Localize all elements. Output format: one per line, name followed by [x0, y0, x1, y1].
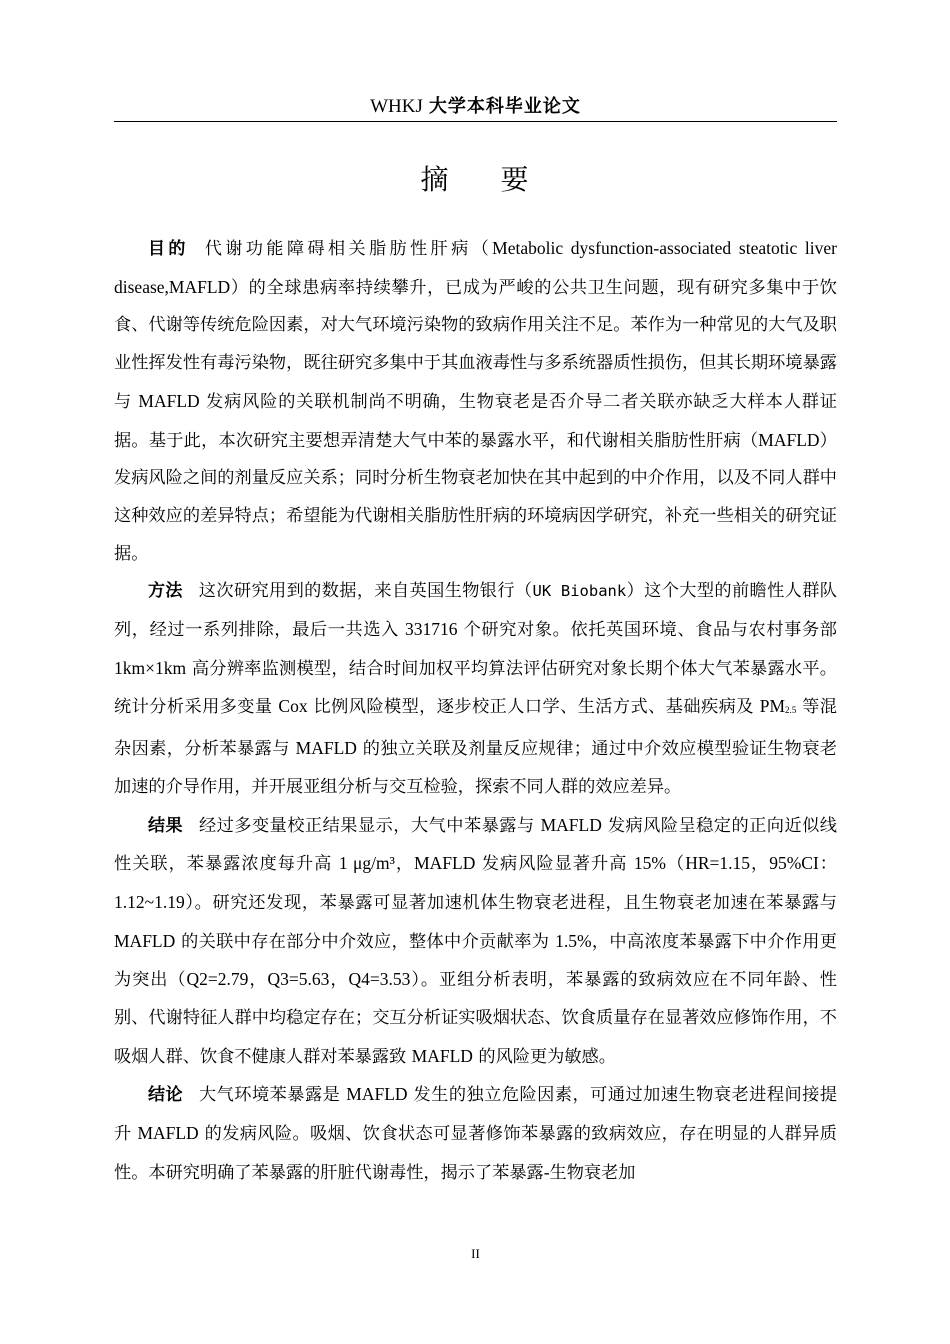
running-header: [114, 93, 837, 121]
text: MAFLD: [414, 853, 476, 874]
text: Q4=3.53: [348, 969, 411, 990]
text: MAFLD: [295, 738, 357, 759]
text: 发生的独立危险因素，可通过加速生物衰老进程间接提升: [114, 1085, 838, 1145]
text: MAFLD: [411, 1045, 473, 1066]
title-char-1: 摘: [420, 163, 451, 196]
text: ：: [818, 854, 837, 875]
text: 的独立关联及剂量反应规律；通过中介效应模型验证生物衰老加速的介导作用，并开展亚组分析与交互检验，探索不同人群的效应差异。: [114, 739, 837, 797]
header-latin: WHKJ: [370, 96, 423, 117]
text: ，: [329, 970, 349, 991]
text: 这次研究用到的数据，来自英国生物银行（: [198, 581, 533, 602]
text: 1 μg/m³: [338, 853, 395, 874]
label-objective: 目的: [148, 239, 189, 259]
text: 个研究对象。依托英国环境、食品与农村事务部: [463, 620, 837, 641]
text: Q3=5.63: [267, 969, 330, 990]
text: （: [665, 854, 686, 875]
text: ，中高浓度苯暴露下中介作用更为突出（: [114, 931, 837, 991]
abstract-title: [114, 160, 837, 200]
text: MAFLD: [137, 1123, 199, 1144]
text: ）。亚组分析表明，苯暴露的致病效应在不同年龄、性别、代谢特征人群中均稳定存在；交互分析证实吸烟状态、饮食质量存在显著效应修饰作用，不吸烟人群、饮食不健康人群对苯暴露致: [114, 970, 837, 1067]
text: ，: [750, 854, 770, 875]
text: MAFLD: [114, 930, 176, 951]
text: ）。研究还发现，苯暴露可显著加速机体生物衰老进程，且生物衰老加速在苯暴露与: [184, 892, 837, 913]
text: 代谢功能障碍相关脂肪性肝病（: [204, 239, 493, 259]
text: 的风险更为敏感。: [478, 1046, 616, 1067]
text: Metabolic dysfunction-associated steatotic liver disease,MAFLD: [114, 238, 837, 297]
text: ）发病风险之间的剂量反应关系；同时分析生物衰老加快在其中起到的中介作用，以及不同人群中这种效应的差异特点；希望能为代谢相关脂肪性肝病的环境病因学研究，补充一些相关的研究证据。: [114, 430, 837, 564]
text: 经过多变量校正结果显示，大气中苯暴露与: [198, 815, 535, 836]
text: 331716: [405, 619, 458, 640]
text: MAFLD: [346, 1084, 408, 1105]
text: HR=1.15: [685, 853, 750, 874]
text: 高分辨率监测模型，结合时间加权平均算法评估研究对象长期个体大气苯暴露水平。统计分析采用多变量: [114, 658, 837, 718]
text: 15%: [633, 853, 666, 874]
paragraph-conclusion: [114, 1076, 837, 1192]
text: 的关联中存在部分中介效应，整体中介贡献率为: [181, 931, 550, 952]
text: Q2=2.79: [186, 969, 249, 990]
text: 比例风险模型，逐步校正人口学、生活方式、基础疾病及: [313, 697, 754, 718]
label-results: 结果: [148, 815, 183, 836]
text: UK Biobank: [532, 582, 627, 601]
paragraph-objective: [114, 230, 837, 573]
text: 发病风险显著升高: [481, 854, 628, 875]
text: ，: [248, 970, 268, 991]
label-conclusion: 结论: [148, 1085, 183, 1106]
abstract-body: [114, 230, 837, 1193]
text: MAFLD: [540, 814, 602, 835]
text: PM: [759, 696, 786, 717]
text: MAFLD: [138, 390, 200, 411]
paragraph-methods: [114, 573, 837, 806]
text: Cox: [278, 696, 308, 717]
text: 生物衰老加: [549, 1162, 636, 1183]
header-title: 大学本科毕业论文: [428, 96, 581, 117]
text: 发病风险呈稳定的正向近似线性关联，苯暴露浓度每升高: [114, 815, 837, 875]
label-methods: 方法: [148, 581, 183, 602]
text: 发病风险的关联机制尚不明确，生物衰老是否介导二者关联亦缺乏大样本人群证据。基于此，本次研究主要想弄清楚大气中苯的暴露水平，和代谢相关脂肪性肝病（: [114, 391, 838, 451]
text: 95%CI: [769, 853, 819, 874]
text: 的发病风险。吸烟、饮食状态可显著修饰苯暴露的致病效应，存在明显的人群异质性。本研究明确了苯暴露的肝脏代谢毒性，揭示了苯暴露: [114, 1124, 837, 1183]
title-char-2: 要: [500, 163, 531, 196]
paragraph-results: [114, 807, 837, 1077]
text: -: [543, 1161, 550, 1182]
text: ，: [394, 854, 415, 875]
page-number: II: [471, 1246, 480, 1261]
text: 2.5: [785, 705, 797, 716]
text: 大气环境苯暴露是: [198, 1085, 341, 1106]
header-rule: [114, 121, 837, 122]
text: ）这个大型的前瞻性人群队列，经过一系列排除，最后一共选入: [114, 581, 837, 641]
text: 等混杂因素，分析苯暴露与: [114, 697, 837, 760]
text: 1km×1km: [114, 657, 187, 678]
text: ）的全球患病率持续攀升，已成为严峻的公共卫生问题，现有研究多集中于饮食、代谢等传统危险因素，对大气环境污染物的致病作用关注不足。苯作为一种常见的大气及职业性挥发性有毒污染物，既往研究多集中于其血液毒性与多系统器质性损伤，但其长期环境暴露与: [114, 277, 837, 412]
text: 1.5%: [555, 930, 592, 951]
text: 1.12~1.19: [114, 891, 185, 912]
text: MAFLD: [758, 429, 820, 450]
